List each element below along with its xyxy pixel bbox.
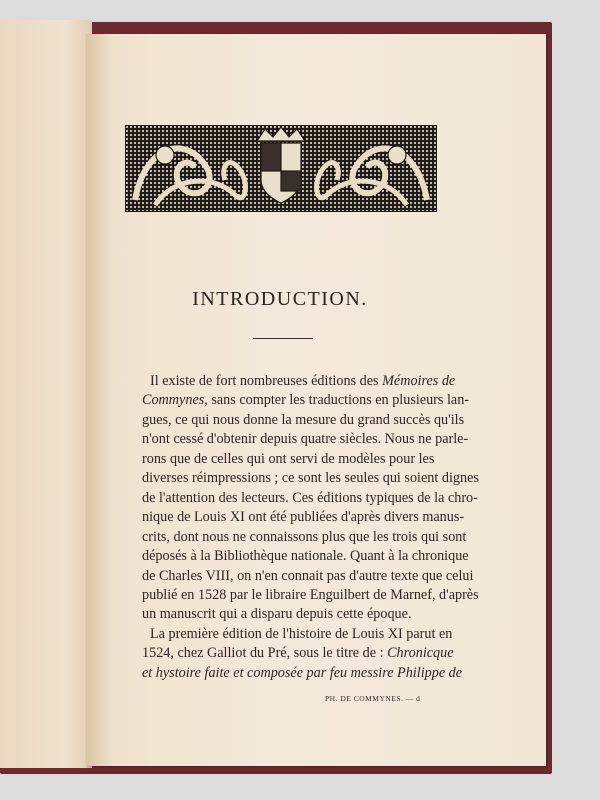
- text-segment: nique de Louis XI ont été publiées d'après divers manus-: [142, 509, 465, 526]
- text-line: [142, 548, 469, 565]
- text-segment: déposés à la Bibliothèque nationale. Quant à la chronique: [142, 548, 469, 565]
- text-segment: diverses réimpressions ; ce sont les seules qui soient dignes: [142, 470, 479, 487]
- decorative-headpiece-ornament: [125, 125, 437, 212]
- text-segment: 1524, chez Galliot du Pré, sous le titre de :: [142, 645, 388, 662]
- title-divider: [253, 338, 313, 339]
- italic-text: Commynes: [142, 392, 205, 409]
- text-segment: crits, dont nous ne connaissons plus que les trois qui sont: [142, 528, 467, 545]
- text-segment: Il existe de fort nombreuses éditions des: [150, 373, 383, 389]
- text-line: [142, 489, 478, 506]
- italic-text: et hystoire faite et composée par feu messire Philippe de: [142, 664, 463, 681]
- italic-text: Chronicque: [387, 645, 454, 662]
- text-line: [142, 586, 479, 603]
- text-segment: n'ont cessé d'obtenir depuis quatre siècles. Nous ne parle-: [142, 431, 469, 448]
- text-line: [142, 528, 467, 545]
- text-line: [142, 411, 465, 428]
- page-title: INTRODUCTION.: [192, 288, 368, 310]
- text-segment: de l'attention des lecteurs. Ces éditions typiques de la chro-: [142, 489, 478, 506]
- text-line: [142, 606, 430, 622]
- text-segment: un manuscrit qui a disparu depuis cette époque.: [142, 606, 412, 623]
- text-line: [142, 664, 463, 681]
- left-page: [0, 20, 92, 768]
- text-line: [142, 431, 469, 448]
- text-line: [142, 470, 479, 487]
- text-line: [142, 645, 454, 662]
- text-segment: rons que de celles qui ont servi de modèles pour les: [142, 450, 435, 467]
- text-segment: de Charles VIII, on n'en connait pas d'autre texte que celui: [142, 567, 474, 584]
- text-segment: gues, ce qui nous donne la mesure du grand succès qu'ils: [142, 411, 465, 428]
- signature-mark: PH. DE COMMYNES. — d: [325, 694, 421, 703]
- italic-text: Mémoires de: [382, 373, 456, 389]
- text-line: [142, 567, 474, 584]
- text-segment: La première édition de l'histoire de Louis XI parut en: [150, 625, 453, 642]
- text-line: [142, 509, 465, 526]
- text-line: [142, 450, 435, 467]
- text-line: [142, 392, 470, 409]
- text-segment: publié en 1528 par le libraire Enguilbert de Marnef, d'après: [142, 586, 479, 603]
- text-line: [150, 373, 456, 389]
- text-segment: , sans compter les traductions en plusieurs lan-: [204, 392, 470, 409]
- text-line: [150, 625, 453, 642]
